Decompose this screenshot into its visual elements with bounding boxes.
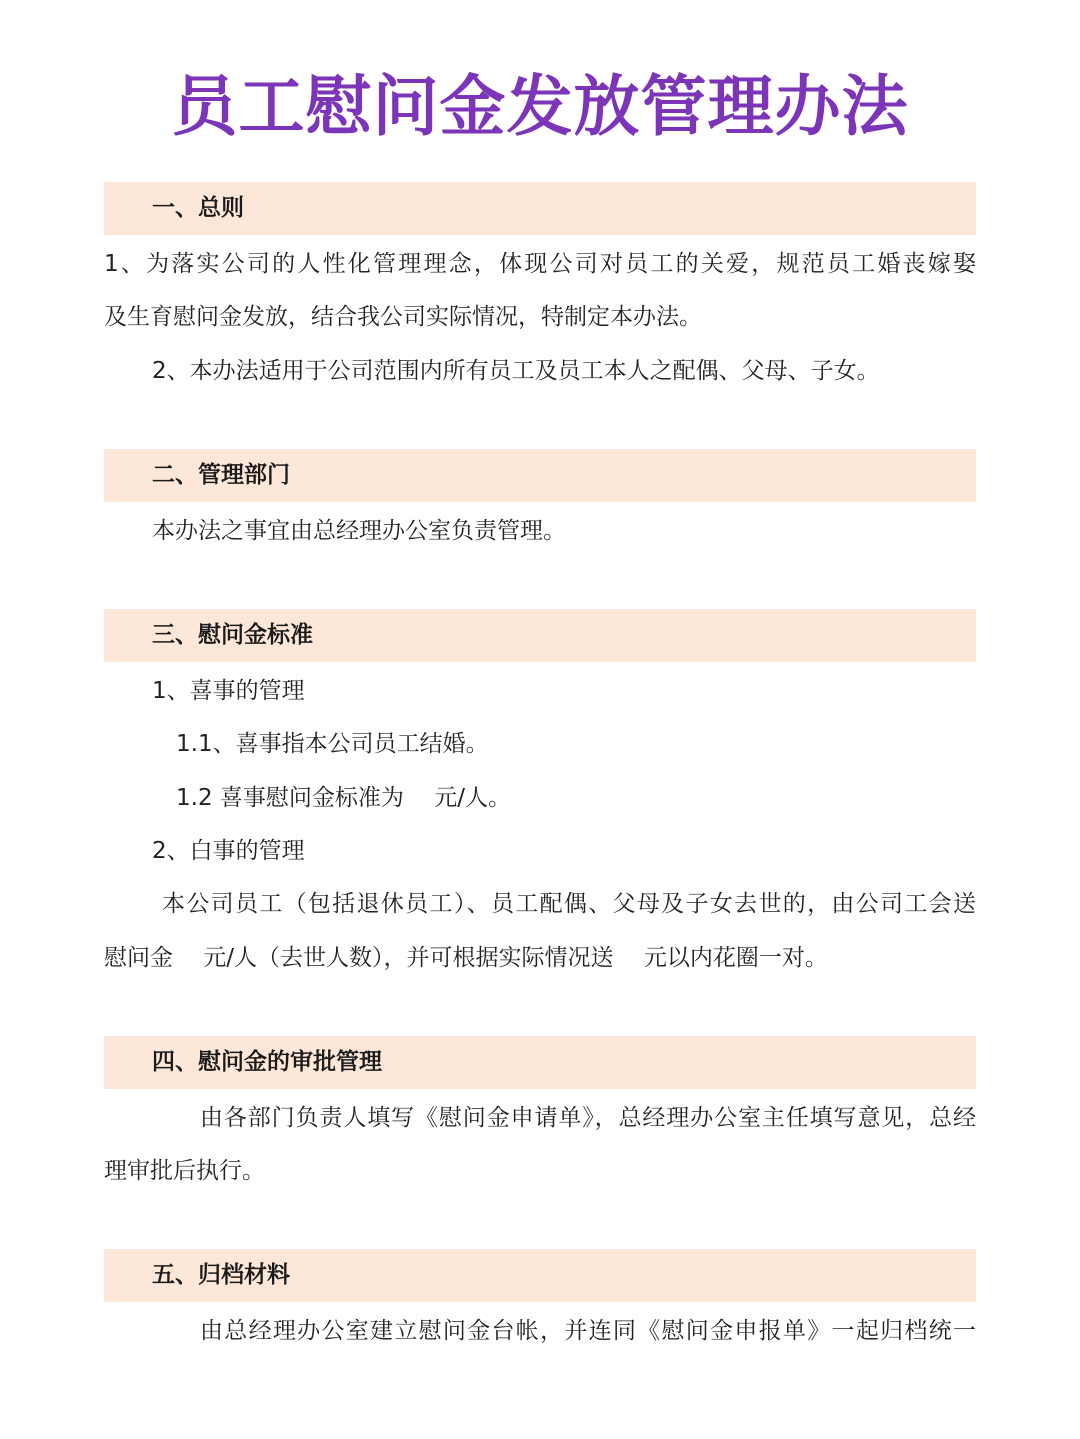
section-heading-label: 三、慰问金标准: [152, 622, 313, 648]
paragraph-line: 理审批后执行。: [104, 1158, 265, 1184]
paragraph-line: 由各部门负责人填写《慰问金申请单》，总经理办公室主任填写意见，总经: [200, 1105, 976, 1131]
section-heading-label: 一、总则: [152, 195, 244, 221]
paragraph-line: 2、白事的管理: [152, 838, 305, 864]
paragraph-line: 1、喜事的管理: [152, 678, 305, 704]
section-heading-management-dept: [104, 449, 976, 502]
section-heading-label: 四、慰问金的审批管理: [152, 1049, 382, 1075]
section-heading-label: 二、管理部门: [152, 462, 290, 488]
section-heading-standards: [104, 609, 976, 662]
paragraph-line: 慰问金 元/人（去世人数），并可根据实际情况送 元以内花圈一对。: [104, 945, 828, 971]
paragraph-line: 1.2 喜事慰问金标准为 元/人。: [176, 785, 511, 811]
paragraph-line: 本办法之事宜由总经理办公室负责管理。: [152, 518, 566, 544]
paragraph-line: 本公司员工（包括退休员工）、员工配偶、父母及子女去世的，由公司工会送: [162, 891, 976, 917]
paragraph-line: 由总经理办公室建立慰问金台帐，并连同《慰问金申报单》一起归档统一: [200, 1318, 976, 1344]
paragraph-line: 及生育慰问金发放，结合我公司实际情况，特制定本办法。: [104, 304, 702, 330]
section-heading-general: [104, 182, 976, 235]
section-heading-approval: [104, 1036, 976, 1089]
page-title: 员工慰问金发放管理办法: [171, 68, 909, 145]
section-heading-archive: [104, 1249, 976, 1302]
paragraph-line: 2、本办法适用于公司范围内所有员工及员工本人之配偶、父母、子女。: [152, 358, 880, 384]
paragraph-line: 1.1、喜事指本公司员工结婚。: [176, 731, 489, 757]
section-heading-label: 五、归档材料: [152, 1262, 290, 1288]
paragraph-line: 1、为落实公司的人性化管理理念，体现公司对员工的关爱，规范员工婚丧嫁娶: [104, 251, 976, 277]
